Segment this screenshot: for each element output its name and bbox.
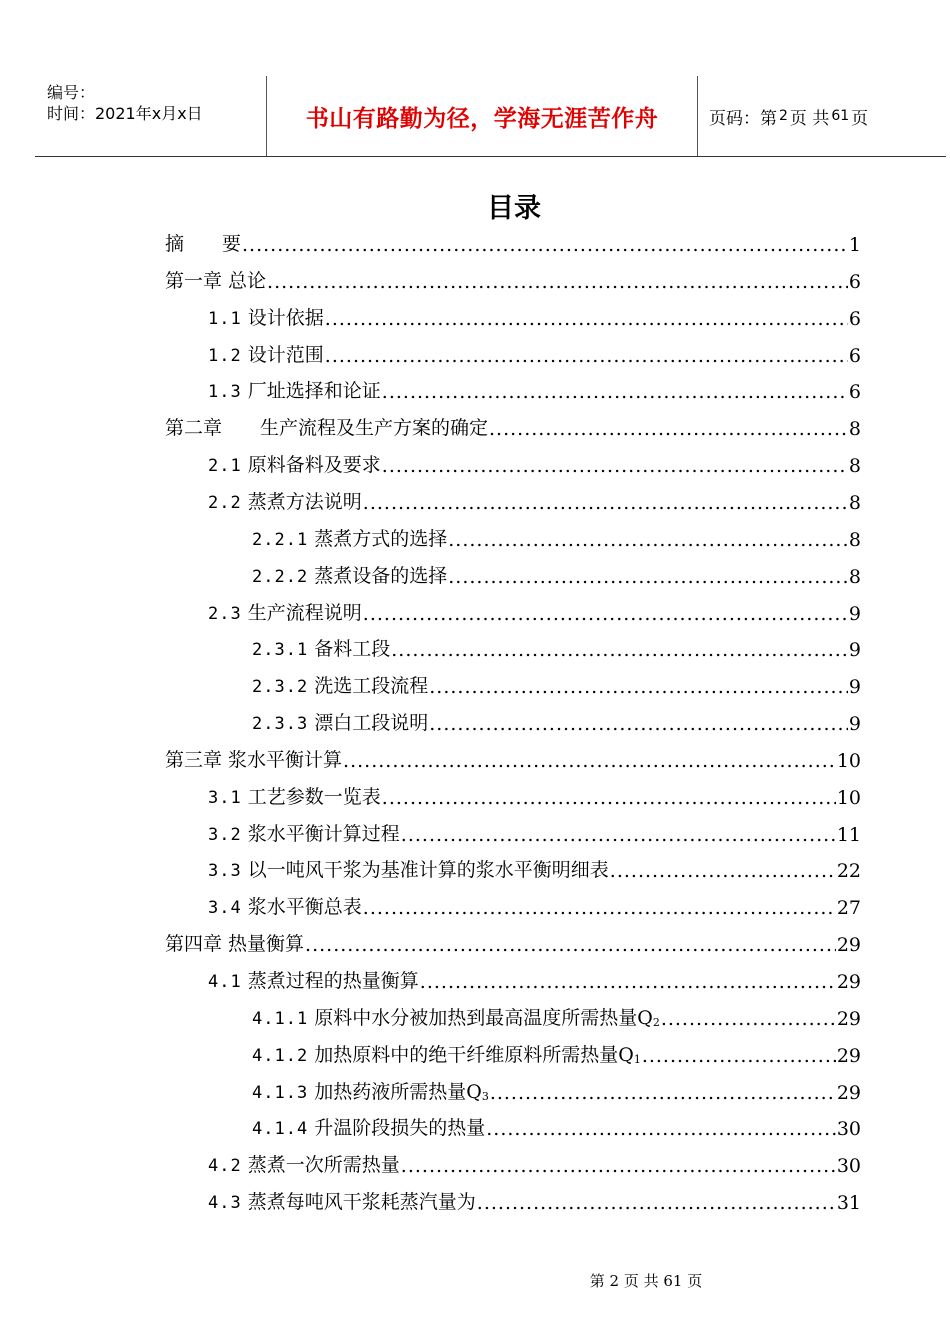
toc-dot-leader xyxy=(448,566,848,588)
toc-entry[interactable] xyxy=(208,337,861,367)
toc-entry-page: 31 xyxy=(836,1192,861,1215)
toc-entry-text: 浆水平衡计算过程 xyxy=(247,822,400,845)
toc-entry-text: 设计依据 xyxy=(247,306,324,329)
toc-entry-page: 29 xyxy=(836,934,861,957)
toc-entry-number: 2.2.1 xyxy=(252,529,309,550)
footer-suffix: 页 xyxy=(687,1272,703,1290)
toc-entry-text: 浆水平衡总表 xyxy=(247,896,362,919)
toc-entry-text: 蒸煮一次所需热量 xyxy=(247,1154,400,1177)
footer-page-current: 2 xyxy=(609,1272,620,1290)
toc-dot-leader xyxy=(363,492,848,514)
toc-dot-leader xyxy=(429,676,848,698)
toc-entry-number: 3.3 xyxy=(208,861,242,882)
toc-entry-number: 1.1 xyxy=(208,308,242,329)
toc-entry-label xyxy=(208,855,609,882)
footer-mid: 页 共 xyxy=(623,1272,659,1290)
toc-entry-subscript: 2 xyxy=(652,1015,660,1029)
header-page-mid: 页 共 xyxy=(789,108,830,129)
toc-dot-leader xyxy=(448,529,848,551)
header-page-prefix: 页码：第 xyxy=(709,108,777,129)
toc-entry[interactable] xyxy=(208,889,861,919)
toc-entry-number: 2.1 xyxy=(208,456,242,477)
toc-entry-page: 9 xyxy=(848,713,861,736)
toc-entry-text: 蒸煮方式的选择 xyxy=(314,527,448,550)
toc-dot-leader xyxy=(661,1008,836,1030)
header-motto: 书山有路勤为径，学海无涯苦作舟 xyxy=(305,105,659,132)
toc-entry[interactable] xyxy=(252,1074,861,1104)
toc-dot-leader xyxy=(490,1082,836,1104)
toc-entry[interactable] xyxy=(208,963,861,993)
toc-entry-text: 洗选工段流程 xyxy=(314,675,429,698)
toc-dot-leader xyxy=(343,750,836,772)
toc-entry[interactable] xyxy=(208,816,861,846)
toc-entry-number: 3.4 xyxy=(208,898,242,919)
toc-entry-label xyxy=(208,1187,476,1214)
toc-entry-page: 8 xyxy=(848,528,861,551)
toc-entry-page: 29 xyxy=(836,1081,861,1104)
footer-page-total: 61 xyxy=(663,1272,683,1290)
toc-entry[interactable] xyxy=(208,779,861,809)
page-header xyxy=(35,76,946,157)
toc-entry-number: 4.1.3 xyxy=(252,1082,309,1103)
toc-entry-label xyxy=(252,1077,489,1104)
toc-entry-page: 27 xyxy=(836,897,861,920)
toc-dot-leader xyxy=(477,1192,836,1214)
toc-entry-label xyxy=(252,1003,660,1030)
toc-entry-text: 蒸煮设备的选择 xyxy=(314,564,448,587)
toc-dot-leader xyxy=(325,345,848,367)
toc-dot-leader xyxy=(610,860,836,882)
toc-entry-label xyxy=(208,819,400,846)
toc-entry-text: 原料备料及要求 xyxy=(247,454,381,477)
toc-entry[interactable] xyxy=(165,742,861,772)
toc-dot-leader xyxy=(267,271,848,293)
document-number-label: 编号： xyxy=(47,83,96,102)
toc-dot-leader xyxy=(420,971,836,993)
toc-entry-page: 29 xyxy=(836,1044,861,1067)
toc-entry-label xyxy=(252,561,447,588)
toc-entry-label xyxy=(208,376,381,403)
toc-entry[interactable] xyxy=(208,447,861,477)
toc-dot-leader xyxy=(489,418,848,440)
toc-entry[interactable] xyxy=(208,484,861,514)
toc-dot-leader xyxy=(382,787,836,809)
toc-entry-label xyxy=(252,524,447,551)
toc-entry-text: 第四章 热量衡算 xyxy=(165,933,305,956)
toc-entry-label xyxy=(165,229,241,256)
toc-entry[interactable] xyxy=(252,1110,861,1140)
toc-entry-text: 蒸煮过程的热量衡算 xyxy=(247,970,419,992)
toc-entry-page: 29 xyxy=(836,971,861,993)
page-title: 目录 xyxy=(487,193,541,224)
toc-entry-label xyxy=(165,929,304,956)
toc-entry-label xyxy=(252,1040,641,1067)
toc-entry-page: 30 xyxy=(836,1118,861,1141)
toc-entry-text: 漂白工段说明 xyxy=(314,712,429,735)
toc-dot-leader xyxy=(401,1155,836,1177)
toc-entry-number: 1.2 xyxy=(208,345,242,366)
toc-entry-text: 备料工段 xyxy=(314,638,391,661)
toc-entry-page: 8 xyxy=(848,418,861,441)
toc-entry-text: 工艺参数一览表 xyxy=(247,785,381,808)
toc-dot-leader xyxy=(382,381,848,403)
toc-entry[interactable] xyxy=(208,373,861,403)
toc-entry-page: 22 xyxy=(836,860,861,883)
toc-dot-leader xyxy=(363,897,836,919)
toc-entry[interactable] xyxy=(208,1184,861,1214)
toc-entry-text: 摘 要 xyxy=(165,233,242,255)
toc-entry-number: 2.3.3 xyxy=(252,714,309,735)
toc-dot-leader xyxy=(382,455,848,477)
toc-entry[interactable] xyxy=(165,926,861,956)
toc-entry-label xyxy=(252,1113,485,1140)
header-meta xyxy=(47,76,265,162)
toc-entry-page: 8 xyxy=(848,565,861,588)
toc-entry-page: 8 xyxy=(848,491,861,514)
toc-entry-label xyxy=(252,634,390,661)
toc-entry-text: 生产流程说明 xyxy=(247,601,362,624)
toc-entry-label xyxy=(208,782,381,809)
toc-entry[interactable] xyxy=(165,263,861,293)
toc-entry-page: 9 xyxy=(848,676,861,699)
toc-entry[interactable] xyxy=(165,410,861,440)
toc-entry-label xyxy=(208,487,362,514)
toc-entry-number: 3.1 xyxy=(208,787,242,808)
toc-entry-text: 蒸煮方法说明 xyxy=(247,490,362,513)
toc-entry-page: 9 xyxy=(848,602,861,625)
toc-entry-number: 4.1.4 xyxy=(252,1119,309,1140)
toc-entry-number: 2.3.1 xyxy=(252,640,309,661)
toc-dot-leader xyxy=(242,234,848,256)
toc-entry-label xyxy=(165,266,266,293)
toc-entry[interactable] xyxy=(252,1000,861,1030)
toc-entry-page: 9 xyxy=(848,639,861,662)
toc-dot-leader xyxy=(642,1045,836,1067)
toc-entry[interactable] xyxy=(252,521,861,551)
toc-entry-page: 29 xyxy=(836,1007,861,1030)
header-page-info xyxy=(697,76,950,156)
toc-entry-label xyxy=(208,303,324,330)
toc-entry-page: 6 xyxy=(848,381,861,404)
toc-entry-page: 6 xyxy=(848,307,861,330)
toc-dot-leader xyxy=(391,639,848,661)
toc-entry-label xyxy=(208,450,381,477)
toc-entry[interactable] xyxy=(252,1037,861,1067)
toc-entry-number: 2.2 xyxy=(208,492,242,513)
toc-dot-leader xyxy=(325,308,848,330)
header-page-total: 61 xyxy=(831,108,850,124)
toc-entry-page: 11 xyxy=(836,823,861,846)
toc-entry-number: 2.2.2 xyxy=(252,566,309,587)
toc-entry[interactable] xyxy=(208,300,861,330)
toc-entry-number: 4.1.2 xyxy=(252,1045,309,1066)
toc-entry-text: 第二章 生产流程及生产方案的确定 xyxy=(165,417,489,440)
toc-entry-page: 8 xyxy=(848,455,861,478)
page-footer xyxy=(0,1270,950,1291)
toc-entry[interactable] xyxy=(208,1147,861,1177)
document-time-label: 时间：2021年x月x日 xyxy=(47,104,203,123)
toc-entry-number: 4.3 xyxy=(208,1193,242,1214)
toc-entry[interactable] xyxy=(208,852,861,882)
toc-entry[interactable] xyxy=(252,705,861,735)
toc-entry-label xyxy=(208,966,419,993)
toc-entry[interactable] xyxy=(252,631,861,661)
toc-entry-label xyxy=(208,1150,400,1177)
toc-dot-leader xyxy=(429,713,848,735)
toc-entry-subscript: 1 xyxy=(633,1052,641,1066)
toc-entry-text: 以一吨风干浆为基准计算的浆水平衡明细表 xyxy=(247,859,609,882)
toc-entry-text: 原料中水分被加热到最高温度所需热量Q xyxy=(314,1006,653,1029)
toc-entry-label xyxy=(252,708,428,735)
toc-entry-page: 6 xyxy=(848,270,861,293)
footer-prefix: 第 xyxy=(589,1272,605,1290)
toc-entry-text: 升温阶段损失的热量 xyxy=(314,1117,486,1140)
toc-entry-number: 4.1.1 xyxy=(252,1008,309,1029)
toc-entry-text: 第一章 总论 xyxy=(165,269,267,292)
toc-entry[interactable] xyxy=(208,595,861,625)
toc-entry-page: 10 xyxy=(836,749,861,772)
toc-entry-text: 加热药液所需热量Q xyxy=(314,1080,482,1103)
toc-entry-label xyxy=(252,671,428,698)
toc-entry-text: 厂址选择和论证 xyxy=(247,380,381,403)
toc-entry-subscript: 3 xyxy=(481,1089,489,1103)
toc-entry-text: 设计范围 xyxy=(247,343,324,366)
toc-entry-label xyxy=(208,598,362,625)
toc-entry-label xyxy=(165,413,488,440)
toc-dot-leader xyxy=(486,1118,836,1140)
toc-entry-number: 4.2 xyxy=(208,1156,242,1177)
toc-entry-number: 4.1 xyxy=(208,972,242,992)
header-motto-cell xyxy=(266,76,698,156)
toc-entry[interactable] xyxy=(252,668,861,698)
toc-entry-text: 第三章 浆水平衡计算 xyxy=(165,748,343,771)
toc-entry[interactable] xyxy=(252,558,861,588)
toc-entry-number: 1.3 xyxy=(208,382,242,403)
toc-entry-page: 6 xyxy=(848,344,861,367)
toc-entry-label xyxy=(208,340,324,367)
header-page-suffix: 页 xyxy=(851,108,869,129)
toc-entry-label xyxy=(165,745,342,772)
toc-entry-page: 10 xyxy=(836,786,861,809)
toc-entry-page: 30 xyxy=(836,1155,861,1178)
header-page-current: 2 xyxy=(779,108,788,124)
toc-entry[interactable] xyxy=(165,226,861,256)
toc-entry-text: 加热原料中的绝干纤维原料所需热量Q xyxy=(314,1043,634,1066)
toc-entry-page: 1 xyxy=(848,234,861,256)
toc-dot-leader xyxy=(363,603,848,625)
toc-dot-leader xyxy=(305,934,836,956)
toc-entry-text: 蒸煮每吨风干浆耗蒸汽量为 xyxy=(247,1191,476,1214)
toc-entry-number: 3.2 xyxy=(208,824,242,845)
toc-entry-number: 2.3.2 xyxy=(252,677,309,698)
toc-entry-number: 2.3 xyxy=(208,603,242,624)
toc-dot-leader xyxy=(401,824,836,846)
toc-entry-label xyxy=(208,892,362,919)
